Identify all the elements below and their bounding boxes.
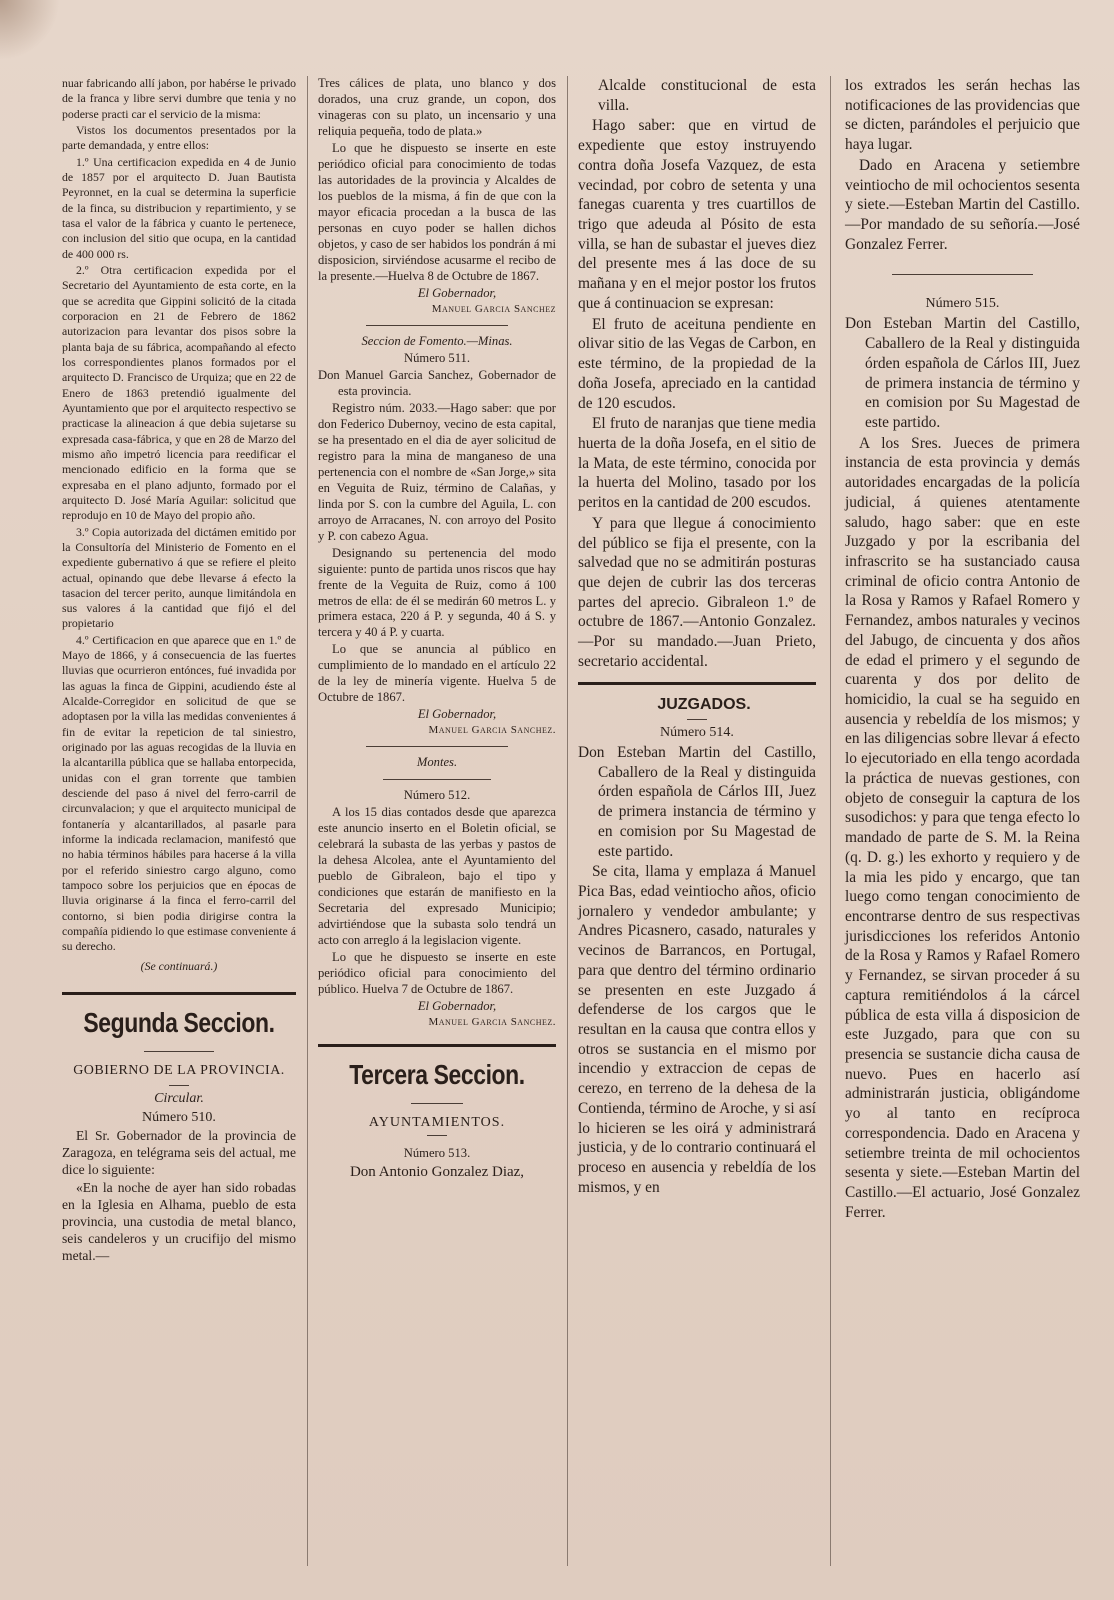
- signature-name: Manuel Garcia Sanchez.: [428, 724, 556, 737]
- paragraph: Don Esteban Martin del Castillo, Caballero de la Real y distinguida órden española de Cárlos III, Juez de primera instancia de término y en comision por Su Magestad de este partido.: [845, 315, 1080, 431]
- column-3: [578, 76, 816, 1198]
- section-title: Tercera Seccion.: [349, 1059, 525, 1091]
- subheading: Seccion de Fomento.—Minas.: [361, 333, 513, 348]
- signature-title: El Gobernador,: [417, 285, 497, 300]
- paragraph: los extrados les serán hechas las notificaciones de las providencias que se dicten, parándoles el perjuicio que haya lugar.: [845, 77, 1080, 154]
- divider: [383, 779, 490, 780]
- paragraph: Don Antonio Gonzalez Diaz,: [349, 1164, 525, 1181]
- column-separator-3: [830, 76, 831, 1566]
- signature-title: El Gobernador,: [417, 707, 497, 722]
- paragraph: Dado en Aracena y setiembre veintiocho de mil ochocientos sesenta y siete.—Esteban Martin del Castillo.—Por mandado de su señoría.—José Gonzalez Ferrer.: [845, 156, 1080, 253]
- paragraph: Se cita, llama y emplaza á Manuel Pica Bas, edad veintiocho años, oficio jornalero y vendedor ambulante; y Andres Picasnero, casado, naturales y vecinos de Barrancos, en Portugal, para que dentro del término ordinario se presenten en este Juzgado á defenderse de los cargos que le resultan en la causa que contra ellos y otros se sustancia en el mismo por incendio y extraccion de cepas de cerezo, en terreno de la dehesa de la Contienda, término de Aroche, y si así lo hicieren se les oirá y administrará justicia, y de lo contrario continuará el proceso en ausencia y rebeldía de los mismos, y en: [578, 863, 816, 1196]
- paragraph: El fruto de naranjas que tiene media huerta de la doña Josefa, en el sitio de la Mata, de este término, conocida por la huerta del Molino, tasado por los peritos en la cantidad de 200 escudos.: [578, 415, 816, 512]
- divider: [366, 325, 509, 326]
- paragraph: El Sr. Gobernador de la provincia de Zaragoza, en telégrama seis del actual, me dice lo siguiente:: [62, 1127, 296, 1177]
- paragraph: Alcalde constitucional de esta villa.: [598, 77, 816, 114]
- divider: [892, 274, 1033, 275]
- notice-number: Número 514.: [660, 725, 734, 741]
- paragraph: Registro núm. 2033.—Hago saber: que por don Federico Dubernoy, vecino de esta capital, se ha presentado en el dia de ayer solicitud de registro para la mina de manganeso de una pertenencia con el nombre de «San Jorge,» sita en Veguita de Ruiz, término de Calañas, y linda por S. con la cumbre del Aguila, L. con arroyo de Arracanes, N. con arroyo del Posito y P. con cabezo Agua.: [318, 400, 556, 543]
- paragraph: El fruto de aceituna pendiente en olivar sitio de las Vegas de Carbon, en este término, de la propiedad de la doña Josefa, apreciado en la cantidad de 120 escudos.: [578, 315, 816, 412]
- subheading: Circular.: [154, 1090, 204, 1106]
- column-4: [845, 76, 1080, 1223]
- notice-number: Número 512.: [403, 788, 471, 803]
- paragraph: Vistos los documentos presentados por la parte demandada, y entre ellos:: [62, 122, 296, 153]
- divider: [169, 1085, 189, 1086]
- section-rule: [318, 1044, 556, 1047]
- notice-number: Número 515.: [925, 296, 1000, 312]
- signature-title: El Gobernador,: [417, 999, 497, 1014]
- section-rule: [578, 682, 816, 685]
- divider: [144, 1051, 214, 1052]
- divider: [427, 1135, 447, 1136]
- paragraph: Lo que se anuncia al público en cumplimiento de lo mandado en el artículo 22 de la ley de minería vigente. Huelva 5 de Octubre de 1867.: [318, 642, 556, 705]
- paragraph: Lo que he dispuesto se inserte en este periódico oficial para conocimiento de todas las autoridades de la provincia y Alcaldes de los pueblos de la misma, á fin de que con la mayor eficacia procedan a la busca de las personas en cuyo poder se hallen dichos objetos, y caso de ser habidos los pondrán á mi disposicion, sirviéndose acusarme el recibo de la presente.—Huelva 8 de Octubre de 1867.: [318, 140, 556, 283]
- paragraph: 4.º Certificacion en que aparece que en 1.º de Mayo de 1866, y á consecuencia de las fuertes lluvias que ocurrieron entónces, fué invadida por las aguas la finca de Gippini, acudiendo éste al Alcalde-Corregidor en solicitud de que se adoptasen por la villa las medidas convenientes á fin de evitar la repeticion de tal siniestro, originado por las aguas recogidas de la lluvia en la alcantarilla pública que se hallaba entorpecida, unidas con el gran torrente que tambien desciende del paso á nivel del ferro-carril de circunvalacion; y que el arquitecto municipal de fontanería y alcantarillados, al pasarle para informe la indicada reclamacion, manifestó que no habia términos hábiles para hacerse á la villa por el referido siniestro cargo alguno, como tampoco sobre los perjuicios que en épocas de lluvia originarse á la finca el ferro-carril del contorno, si bien podia dirigirse contra la compañía pidiendo lo que estimase conveniente á su derecho.: [62, 632, 296, 954]
- section-title: Segunda Seccion.: [83, 1007, 275, 1039]
- divider: [411, 1103, 463, 1104]
- signature-name: Manuel Garcia Sanchez: [431, 302, 556, 315]
- divider: [366, 746, 509, 747]
- section-rule: [62, 992, 296, 995]
- paragraph: Hago saber: que en virtud de expediente que estoy instruyendo contra doña Josefa Vazquez, de esta vecindad, por cobro de setenta y una fanegas cuarenta y tres cuartillos de trigo que adeuda al Pósito de esta villa, se han de subastar el jueves diez del presente mes á las doce de su mañana y en el mejor postor los frutos que á continuacion se expresan:: [578, 117, 816, 312]
- notice-number: Número 511.: [404, 350, 470, 365]
- heading: AYUNTAMIENTOS.: [368, 1114, 506, 1130]
- paragraph: Lo que he dispuesto se inserte en este periódico oficial para conocimiento del público. Huelva 7 de Octubre de 1867.: [318, 950, 556, 997]
- divider: [687, 719, 707, 720]
- paragraph: 3.º Copia autorizada del dictámen emitido por la Consultoría del Ministerio de Fomento en el expediente gubernativo á que se refiere el pleito actual, opinando que debe llevarse á efecto la tasacion del tercer perito, aunque limitándola en sus valores á la cantidad que fijó el del propietario: [62, 524, 296, 631]
- column-2: [318, 76, 556, 1183]
- paragraph: 2.º Otra certificacion expedida por el Secretario del Ayuntamiento de esta corte, en la que se acredita que Gippini solicitó de la citada corporacion en 21 de Febrero de 1862 autorizacion para levantar dos pisos sobre la planta baja de su fábrica, acompañando al efecto los correspondientes planos formados por el arquitecto D. Francisco de Urquiza; que en 22 de Enero de 1863 pretendió igualmente del Ayuntamiento que por el arquitecto respectivo se practicase la alineacion á que debia sujetarse su expresada casa-fábrica, y que en 28 de Marzo del mismo año impetró licencia para reedificar el mencionado edificio en la forma que se expresaba en el plano adjunto, formado por el arquitecto D. José María Aguilar: solicitud que reprodujo en 10 de Mayo del propio año.: [62, 262, 296, 523]
- paragraph: A los 15 dias contados desde que aparezca este anuncio inserto en el Boletin oficial, se celebrará la subasta de las yerbas y pastos de la dehesa Alcolea, ante el Ayuntamiento del pueblo de Gibraleon, bajo el tipo y condiciones que estarán de manifiesto en la Secretaria del expresado Municipio; advirtiéndose que la subasta solo tendrá un acto con arreglo á la legislacion vigente.: [318, 805, 556, 948]
- paragraph: «En la noche de ayer han sido robadas en la Iglesia en Alhama, pueblo de esta provincia, una custodia de metal blanco, seis candeleros y un crucifijo del mismo metal.—: [62, 1179, 296, 1263]
- page-stain: [0, 0, 60, 60]
- paragraph: Designando su pertenencia del modo siguiente: punto de partida unos riscos que hay frente de la Veguita de Ruiz, como á 100 metros de ella: de él se medirán 60 metros L. y primera estaca, 220 á P. y segunda, 40 á S. y tercera y 40 á P. y cuarta.: [318, 545, 556, 640]
- heading: JUZGADOS.: [657, 695, 751, 713]
- column-separator-2: [567, 76, 568, 1566]
- notice-number: Número 513.: [403, 1146, 471, 1161]
- notice-number: Número 510.: [142, 1109, 216, 1125]
- subheading: Montes.: [416, 755, 458, 770]
- paragraph: Don Esteban Martin del Castillo, Caballero de la Real y distinguida órden española de Cárlos III, Juez de primera instancia de término y en comision por Su Magestad de este partido.: [578, 743, 816, 860]
- paragraph: Don Manuel Garcia Sanchez, Gobernador de esta provincia.: [318, 367, 556, 398]
- paragraph: Y para que llegue á conocimiento del público se fija el presente, con la salvedad que no se admitirán posturas que dejen de cubrir las dos terceras partes del aprecio. Gibraleon 1.º de octubre de 1867.—Antonio Gonzalez.—Por su mandado.—Juan Prieto, secretario accidental.: [578, 514, 816, 670]
- paragraph: Tres cálices de plata, uno blanco y dos dorados, una cruz grande, un copon, dos vinageras con su plato, un incensario y una reliquia pequeña, todo de plata.»: [318, 76, 556, 138]
- signature-name: Manuel Garcia Sanchez.: [428, 1016, 556, 1029]
- column-separator-1: [307, 76, 308, 1566]
- paragraph: nuar fabricando allí jabon, por habérse le privado de la franca y libre servi dumbre que tenia y no poderse practi car el servicio de la misma:: [62, 76, 296, 121]
- column-1: [62, 76, 296, 1266]
- heading: GOBIERNO DE LA PROVINCIA.: [73, 1063, 285, 1079]
- paragraph: A los Sres. Jueces de primera instancia de esta provincia y demás autoridades encargadas de la policía judicial, á quienes atentamente saludo, hago saber: que en este Juzgado y por la escribania del infrascrito se ha sustanciado causa criminal de oficio contra Antonio de la Rosa y Ramos y Rafael Romero y Fernandez, ambos naturales y vecinos del Jabugo, de cincuenta y dos años de edad el primero y el segundo de cuarenta y dos por delito de homicidio, la cual se ha seguido en ausencia y rebeldía de los mismos; y en las diligencias sobre llevar á efecto lo ejecutoriado en ella tengo acordada la práctica de nuevas gestiones, con objeto de conseguir la captura de los susodichos: y para que tenga efecto lo mandado de parte de S. M. la Reina (q. D. g.) les exhorto y requiero y de la mia les pido y encargo, que tan luego como tengan conocimiento de encontrarse dentro de sus respectivas jurisdicciones los referidos Antonio de la Rosa y Ramos y Rafael Romero y Fernandez, se sirvan proceder á su captura remitiéndolos á la cárcel pública de esta villa á disposicion de este Juzgado, para que con su presencia se sustancie dicha causa de nuevo. Pues en hacerlo así administrarán justicia, obligándome yo al tanto en recíproca correspondencia. Dado en Aracena y setiembre treinta de mil ochocientos sesenta y siete.—Esteban Martin del Castillo.—El actuario, José Gonzalez Ferrer.: [845, 434, 1080, 1221]
- continued-note: (Se continuará.): [140, 958, 218, 973]
- paragraph: 1.º Una certificacion expedida en 4 de Junio de 1857 por el arquitecto D. Juan Bautista Peyronnet, en la cual se determina la superficie de la finca, su distribucion y repartimiento, y se tasa el valor de la fábrica y cuanto le pertenece, con inclusion del sitio que ocupa, en la cantidad de 400 000 rs.: [62, 154, 296, 261]
